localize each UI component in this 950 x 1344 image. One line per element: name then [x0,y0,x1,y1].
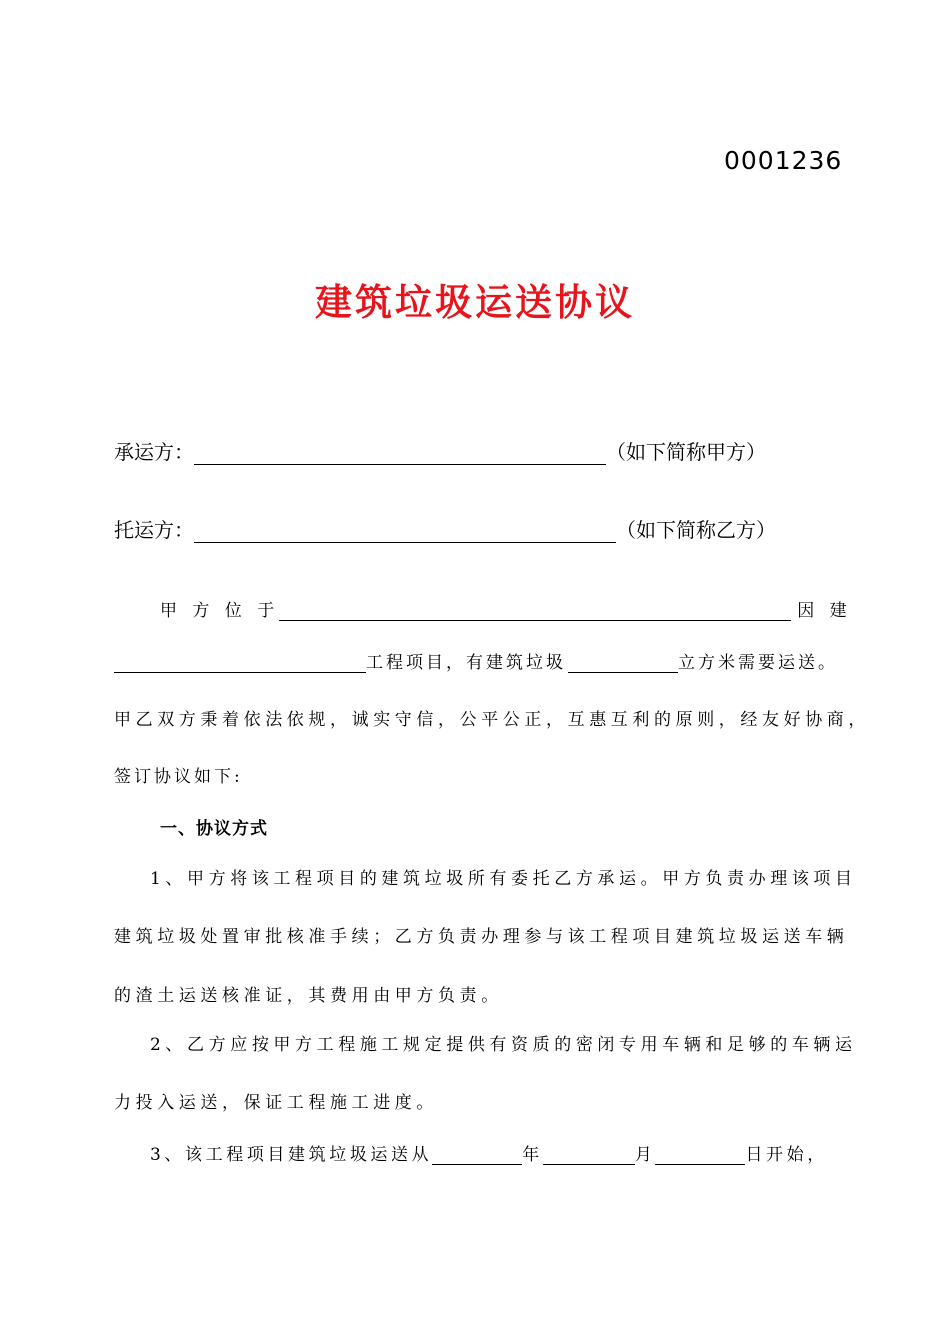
start-day-blank[interactable] [655,1146,745,1165]
clause-1-line-3: 的渣土运送核准证，其费用由甲方负责。 [114,986,503,1006]
project-name-blank[interactable] [114,654,366,673]
shipper-row [114,514,776,543]
clause-2-line-2: 力投入运送，保证工程施工进度。 [114,1093,438,1113]
intro-location-label: 甲 方 位 于 [160,601,280,621]
start-month-blank[interactable] [543,1146,635,1165]
location-blank[interactable] [279,602,791,621]
clause-1-line-1: 1、甲方将该工程项目的建筑垃圾所有委托乙方承运。甲方负责办理该项目 [150,869,857,889]
clause-3-text: 3、该工程项目建筑垃圾运送从 [150,1145,433,1165]
month-label: 月 [634,1145,656,1165]
document-title: 建筑垃圾运送协议 [315,280,635,324]
section-heading-agreement-method: 一、协议方式 [160,819,268,839]
intro-line-4: 签订协议如下: [114,767,243,787]
carrier-row [114,436,766,465]
intro-line-3: 甲乙双方秉着依法依规，诚实守信，公平公正，互惠互利的原则，经友好协商， [114,710,870,730]
clause-1-line-2: 建筑垃圾处置审批核准手续；乙方负责办理参与该工程项目建筑垃圾运送车辆 [114,927,849,947]
intro-project-text: 工程项目，有建筑垃圾 [366,653,566,673]
clause-2-line-1: 2、乙方应按甲方工程施工规定提供有资质的密闭专用车辆和足够的车辆运 [150,1035,857,1055]
volume-blank[interactable] [568,654,678,673]
day-label: 日开始， [745,1145,828,1165]
carrier-name-blank[interactable] [194,442,606,465]
intro-volume-text: 立方米需要运送。 [678,653,838,673]
intro-line-2 [114,648,838,673]
clause-3-line-1 [150,1140,828,1165]
document-number: 0001236 [724,146,843,175]
intro-line-1 [160,596,852,621]
carrier-label: 承运方： [114,440,194,464]
start-year-blank[interactable] [432,1146,522,1165]
shipper-suffix: （如下简称乙方） [616,518,776,542]
carrier-suffix: （如下简称甲方） [606,440,766,464]
shipper-name-blank[interactable] [194,520,616,543]
year-label: 年 [522,1145,543,1165]
shipper-label: 托运方： [114,518,194,542]
intro-build-text: 因 建 [797,601,852,621]
